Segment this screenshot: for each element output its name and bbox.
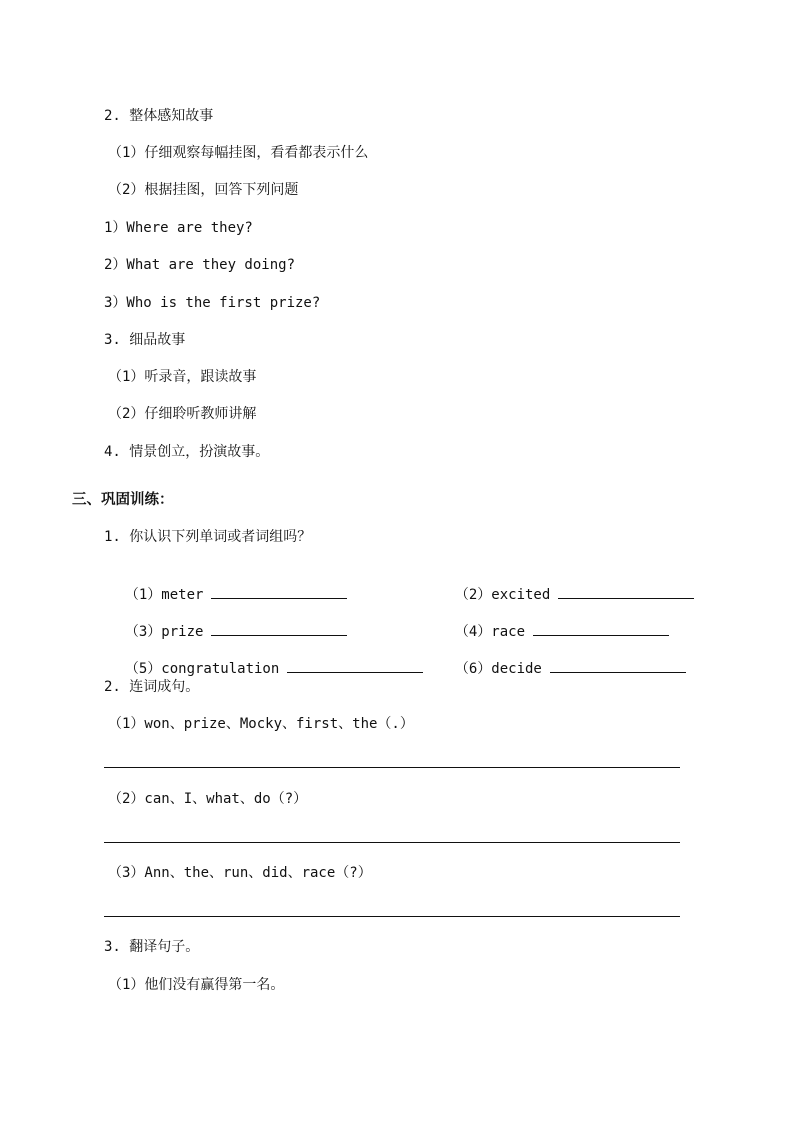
exercise1-title: 1. 你认识下列单词或者词组吗？	[104, 529, 312, 545]
vocab-item-race	[438, 602, 669, 642]
vocab-label: （4）race	[454, 624, 526, 640]
section-title-4: 4. 情景创立，扮演故事。	[104, 444, 270, 460]
vocab-label: （5）congratulation	[124, 661, 280, 677]
vocab-label: （6）decide	[454, 661, 542, 677]
sentence-item-3: （3）Ann、the、run、did、race（?）	[108, 865, 372, 881]
vocab-item-decide	[438, 639, 686, 679]
section2-sub2: （2）根据挂图，回答下列问题	[108, 182, 299, 198]
part3-heading: 三、巩固训练：	[72, 492, 174, 508]
sentence-item-2: （2）can、I、what、do（?）	[108, 791, 308, 807]
answer-blank[interactable]	[558, 597, 694, 599]
exercise2-title: 2. 连词成句。	[104, 679, 200, 695]
answer-blank[interactable]	[550, 671, 686, 673]
answer-blank[interactable]	[211, 634, 347, 636]
answer-blank[interactable]	[533, 634, 669, 636]
answer-line-1[interactable]	[104, 767, 680, 768]
vocab-item-excited	[438, 565, 694, 605]
sentence-item-1: （1）won、prize、Mocky、first、the（.）	[108, 716, 414, 732]
question-1: 1）Where are they?	[104, 220, 253, 236]
answer-blank[interactable]	[287, 671, 423, 673]
vocab-label: （1）meter	[124, 587, 204, 603]
question-3: 3）Who is the first prize?	[104, 295, 321, 311]
vocab-item-meter	[108, 565, 347, 605]
vocab-item-prize	[108, 602, 347, 642]
section-title-2: 2. 整体感知故事	[104, 108, 214, 124]
section-title-3: 3. 细品故事	[104, 332, 186, 348]
exercise3-title: 3. 翻译句子。	[104, 939, 200, 955]
question-2: 2）What are they doing?	[104, 257, 296, 273]
vocab-label: （3）prize	[124, 624, 204, 640]
section3-sub2: （2）仔细聆听教师讲解	[108, 406, 257, 422]
answer-line-3[interactable]	[104, 916, 680, 917]
section2-sub1: （1）仔细观察每幅挂图，看看都表示什么	[108, 145, 369, 161]
section3-sub1: （1）听录音，跟读故事	[108, 369, 257, 385]
answer-blank[interactable]	[211, 597, 347, 599]
answer-line-2[interactable]	[104, 842, 680, 843]
vocab-label: （2）excited	[454, 587, 551, 603]
translation-item-1: （1）他们没有赢得第一名。	[108, 977, 285, 993]
vocab-item-congratulation	[108, 639, 423, 679]
